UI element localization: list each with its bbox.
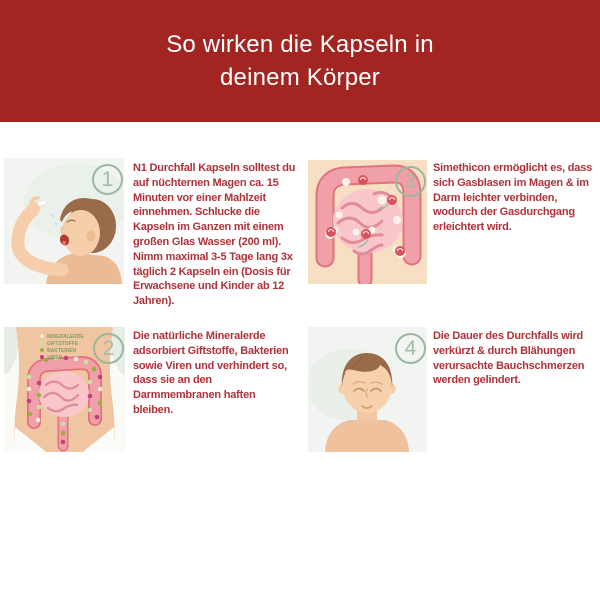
legend-label: BAKTERIEN: [47, 348, 77, 354]
tongue: [62, 241, 66, 245]
step-3-text: Simethicon ermöglicht es, dass sich Gasblasen im Magen & im Darm leichter verbinden, wodurch der Gasdurchgang erleichtert wird.: [433, 162, 593, 234]
step-4-text: Die Dauer des Durchfalls wird verkürzt & durch Blähungen verursachte Bauchschmerzen werden gelindert.: [433, 330, 585, 387]
header-banner: [0, 0, 600, 122]
droplet-small: [55, 223, 58, 226]
legend-dot-bakterien: [40, 348, 44, 352]
ear: [87, 231, 96, 242]
capsule-dot: [326, 227, 336, 237]
legend-label: VIREN: [47, 355, 63, 361]
step-number: 3: [404, 169, 417, 193]
legend-label: MINERALERDE: [47, 334, 84, 340]
capsule-dot: [387, 195, 397, 205]
illustration-step-1: [4, 158, 124, 284]
step-1-text: N1 Durchfall Kapseln solltest du auf nüchternen Magen ca. 15 Minuten vor einer Mahlzeit einnehmen. Schlucke die Kapseln im Ganzen mit einem großen Glas Wasser (200 ml). Nimm maximal 3-5 Tage lang 3x täglich 2 Kapseln ein (Dosis für Erwachsene und Kinder ab 12 Jahren).: [133, 162, 296, 308]
legend-dot-mineralerde: [40, 334, 44, 338]
step-number-badge: [395, 333, 426, 364]
step-number-badge: [395, 166, 426, 197]
step-number: 4: [404, 336, 417, 360]
step-number: 1: [101, 167, 114, 191]
legend-dot-viren: [40, 355, 44, 359]
legend-dot-giftstoffe: [40, 341, 44, 345]
illustration-step-4: [308, 327, 427, 452]
capsule-dot: [361, 229, 371, 239]
illustration-step-3: [308, 160, 427, 284]
legend-label: GIFTSTOFFE: [47, 341, 79, 347]
capsule-dot: [395, 246, 405, 256]
step-number-badge: [92, 164, 123, 195]
illustration-step-2: [4, 327, 125, 452]
capsule-dot: [358, 175, 368, 185]
step-number: 2: [102, 336, 115, 360]
step-number-badge: [93, 333, 124, 364]
page-title: So wirken die Kapseln in deinem Körper: [166, 31, 434, 91]
step-2-text: Die natürliche Mineralerde adsorbiert Giftstoffe, Bakterien sowie Viren und verhindert so, dass sie an den Darmmembranen haften bleiben.: [133, 330, 289, 416]
